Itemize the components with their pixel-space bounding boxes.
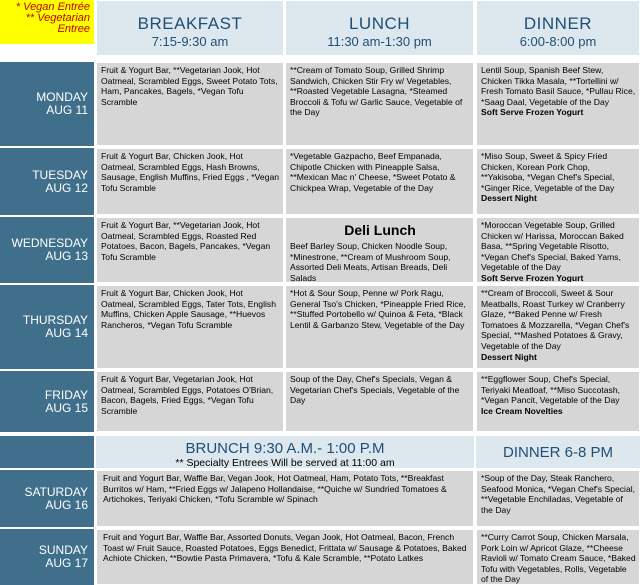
- lunch-menu: Soup of the Day, Chef's Specials, Vegan & Vegetarian Chef's Specials, Vegetable of the Day: [290, 374, 460, 406]
- breakfast-menu: Fruit & Yogurt Bar, **Vegetarian Jook, Hot Oatmeal, Scrambled Eggs, Roasted Red Potatoes, Bacon, Bagels, Pancakes, *Vegan Tofu Scramble: [101, 220, 271, 262]
- breakfast-menu: Fruit & Yogurt Bar, Chicken Jook, Hot Oatmeal, Scrambled Eggs, Tater Tots, English Muffins, Chicken Apple Sausage, **Huevos Rancheros, *Vegan Tofu Scramble: [101, 288, 276, 330]
- dinner-menu: **Eggflower Soup, Chef's Special, Teriyaki Meatloaf, **Miso Succotash, *Vegan Pancit, Vegetable of the Day: [481, 374, 620, 406]
- brunch-header: [96, 436, 474, 468]
- dinner-menu: **Curry Carrot Soup, Chicken Marsala, Pork Loin w/ Apricot Glaze, **Cheese Ravioli w/ Tomato Cream Sauce, *Baked Tofu with Vegetables, Rolls, Vegetable of the Day: [481, 532, 636, 585]
- day-date: AUG 12: [45, 180, 88, 195]
- day-name: TUESDAY: [32, 167, 88, 182]
- lunch-cell-friday: [285, 371, 474, 432]
- lunch-cell-tuesday: [285, 148, 474, 215]
- breakfast-header: [96, 0, 284, 56]
- day-label-sunday: [0, 529, 94, 585]
- day-label-friday: [0, 371, 94, 432]
- lunch-header: [285, 0, 474, 56]
- brunch-cell-sunday: [96, 529, 474, 585]
- dinner-cell-saturday: [476, 470, 640, 527]
- breakfast-cell-tuesday: [96, 148, 284, 215]
- dinner-cell-friday: [476, 371, 640, 432]
- day-name: SATURDAY: [24, 484, 88, 499]
- day-date: AUG 16: [45, 497, 88, 512]
- dinner-cell-thursday: [476, 285, 640, 369]
- dinner-dessert: Soft Serve Frozen Yogurt: [481, 107, 584, 118]
- day-date: AUG 13: [45, 249, 88, 263]
- dinner-dessert: Dessert Night: [481, 351, 537, 362]
- day-name: SUNDAY: [38, 543, 88, 557]
- day-name: MONDAY: [36, 90, 88, 104]
- day-date: AUG 14: [45, 326, 88, 340]
- day-name: THURSDAY: [22, 313, 88, 327]
- breakfast-cell-thursday: [96, 285, 284, 369]
- legend-entree: Entree: [57, 23, 90, 35]
- breakfast-time: 7:15-9:30 am: [151, 34, 229, 49]
- breakfast-cell-wednesday: [96, 217, 284, 283]
- day-date: AUG 17: [45, 556, 88, 570]
- lunch-time: 11:30 am-1:30 pm: [327, 34, 432, 49]
- day-name: FRIDAY: [44, 387, 88, 402]
- dinner-cell-wednesday: [476, 217, 640, 283]
- breakfast-cell-friday: [96, 371, 284, 432]
- legend-vegan: * Vegan Entrée: [15, 1, 90, 13]
- breakfast-menu: Fruit & Yogurt Bar, Chicken Jook, Hot Oatmeal, Scrambled Eggs, Hash Browns, Sausage, English Muffins, Fried Eggs , *Vegan Tofu Scramble: [101, 151, 280, 193]
- day-date: AUG 15: [45, 400, 88, 415]
- legend-vegetarian: ** Vegetarian: [25, 12, 90, 24]
- breakfast-menu: Fruit & Yogurt Bar, **Vegetarian Jook, Hot Oatmeal, Scrambled Eggs, Sweet Potato Tots, Ham, Pancakes, Bagels, *Vegan Tofu Scramble: [101, 65, 278, 107]
- weekend-corner: [0, 436, 94, 468]
- day-label-saturday: [0, 470, 94, 527]
- day-name: WEDNESDAY: [11, 236, 88, 250]
- dinner-dessert: Soft Serve Frozen Yogurt: [481, 272, 584, 283]
- breakfast-title: BREAKFAST: [137, 14, 243, 33]
- day-label-thursday: [0, 285, 94, 369]
- lunch-menu: Beef Barley Soup, Chicken Noodle Soup, *Minestrone, **Cream of Mushroom Soup, Assorted Deli Meats, Artisan Breads, Deli Salads: [290, 241, 451, 283]
- dinner-title: DINNER: [523, 14, 593, 33]
- dinner-menu: *Soup of the Day, Steak Ranchero, Seafood Monica, *Vegan Chef's Special, **Vegetable Enchiladas, Vegetable of the Day: [481, 473, 636, 515]
- brunch-menu: Fruit and Yogurt Bar, Waffle Bar, Assorted Donuts, Vegan Jook, Hot Oatmeal, Bacon, French Toast w/ Fruit Sauce, Roasted Potatoes, Eggs Benedict, Frittata w/ Sausage & Potatoes, Baked Achiote Chicken, **Bowtie Pasta Primavera, *Tofu & Kale Scramble, **Potato Latkes: [103, 532, 467, 564]
- lunch-title: LUNCH: [348, 14, 411, 33]
- lunch-menu: *Vegetable Gazpacho, Beef Empanada, Chipotle Chicken with Pineapple Salsa, **Mexican Mac n' Cheese, *Sweet Potato & Chickpea Wrap, Vegetable of the Day: [290, 151, 456, 193]
- deli-lunch-title: Deli Lunch: [344, 222, 416, 238]
- lunch-menu: **Cream of Tomato Soup, Grilled Shrimp Sandwich, Chicken Stir Fry w/ Vegetables, **Roasted Vegetable Lasagna, *Steamed Broccoli & Tofu w/ Garlic Sauce, Vegetable of the Day: [290, 65, 463, 118]
- weekend-dinner-title: DINNER 6-8 PM: [502, 444, 614, 461]
- brunch-subtitle: ** Specialty Entrees Will be served at 11:00 am: [175, 457, 395, 469]
- dinner-time: 6:00-8:00 pm: [519, 34, 597, 49]
- dinner-header: [476, 0, 640, 56]
- brunch-menu: Fruit and Yogurt Bar, Waffle Bar, Vegan Jook, Hot Oatmeal, Ham, Potato Tots, **Breakfast Burritos w/ Ham, **Fried Eggs w/ Jalapeno Hollandaise, **Quiche w/ Sundried Tomatoes & Artichokes, Teriyaki Chicken, *Tofu Scramble w/ Spinach: [103, 473, 447, 505]
- dinner-dessert: Dessert Night: [481, 193, 537, 204]
- breakfast-menu: Fruit & Yogurt Bar, Vegetarian Jook, Hot Oatmeal, Scrambled Eggs, Potatoes O'Brian, Bacon, Bagels, Fried Eggs, *Vegan Tofu Scramble: [101, 374, 274, 416]
- legend: [0, 0, 94, 44]
- dinner-menu: **Cream of Broccoli, Sweet & Sour Meatballs, Roast Turkey w/ Cranberry Glaze, **Baked Penne w/ Fresh Tomatoes & Mozzarella, *Vegan Chef's Special, **Mashed Potatoes & Gravy, Vegetable of the Day: [481, 288, 630, 351]
- lunch-cell-monday: [285, 62, 474, 146]
- day-label-tuesday: [0, 148, 94, 215]
- dinner-dessert: Ice Cream Novelties: [481, 405, 563, 416]
- lunch-cell-wednesday: [285, 217, 474, 283]
- lunch-menu: *Hot & Sour Soup, Penne w/ Pork Ragu, General Tso's Chicken, *Pineapple Fried Rice, **Stuffed Portobello w/ Quinoa & Feta, *Black Lentil & Garbanzo Stew, Vegetable of the Day: [290, 288, 466, 330]
- dinner-cell-tuesday: [476, 148, 640, 215]
- day-label-monday: [0, 62, 94, 146]
- brunch-cell-saturday: [96, 470, 474, 527]
- dinner-menu: Lentil Soup, Spanish Beef Stew, Chicken Tikka Masala, **Tortellini w/ Fresh Tomato Basil Sauce, *Pullau Rice, *Saag Daal, Vegetable of the Day: [481, 65, 636, 107]
- breakfast-cell-monday: [96, 62, 284, 146]
- weekend-dinner-header: [476, 436, 640, 468]
- day-label-wednesday: [0, 217, 94, 283]
- dinner-cell-sunday: [476, 529, 640, 585]
- dinner-cell-monday: [476, 62, 640, 146]
- dinner-menu: *Miso Soup, Sweet & Spicy Fried Chicken, Korean Pork Chop, **Yakisoba, *Vegan Chef's Special, *Ginger Rice, Vegetable of the Day: [481, 151, 615, 193]
- brunch-title: BRUNCH 9:30 A.M.- 1:00 P.M: [185, 440, 385, 457]
- lunch-cell-thursday: [285, 285, 474, 369]
- day-date: AUG 11: [46, 103, 88, 117]
- dinner-menu: *Moroccan Vegetable Soup, Grilled Chicken w/ Harissa, Moroccan Baked Basa, **Spring Vegetable Risotto, *Vegan Chef's Special, Baked Yams, Vegetable of the Day: [481, 220, 624, 273]
